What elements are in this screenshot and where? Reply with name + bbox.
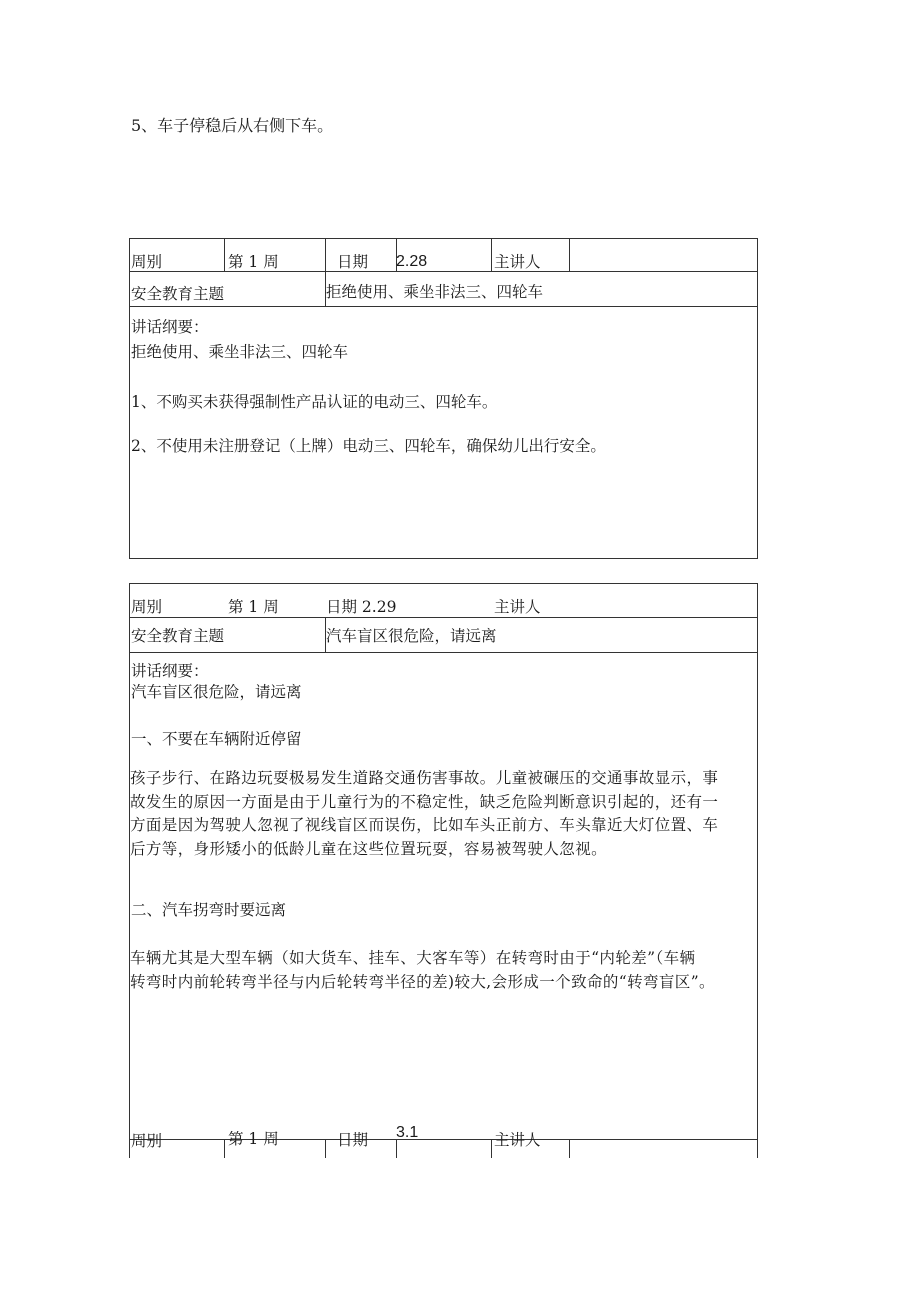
theme-label: 安全教育主题 bbox=[131, 627, 225, 645]
section-2-heading: 二、汽车拐弯时要远离 bbox=[131, 901, 287, 919]
theme-value: 拒绝使用、乘坐非法三、四轮车 bbox=[326, 283, 544, 301]
speaker-label: 主讲人 bbox=[494, 253, 541, 271]
outline-title: 拒绝使用、乘坐非法三、四轮车 bbox=[131, 343, 349, 361]
outline-title: 汽车盲区很危险，请远离 bbox=[131, 683, 302, 701]
intro-line: 5、车子停稳后从右侧下车。 bbox=[131, 116, 334, 135]
date-value: 2.28 bbox=[396, 253, 428, 270]
date-value: 3.1 bbox=[396, 1124, 419, 1141]
point-1: 1、不购买未获得强制性产品认证的电动三、四轮车。 bbox=[131, 393, 498, 411]
section-2-paragraph bbox=[130, 947, 758, 994]
speaker-label: 主讲人 bbox=[494, 598, 541, 616]
paragraph-line: 转弯时内前轮转弯半径与内后轮转弯半径的差)较大,会形成一个致命的“转弯盲区”。 bbox=[130, 972, 715, 991]
theme-value: 汽车盲区很危险，请远离 bbox=[326, 627, 497, 645]
week-label: 周别 bbox=[131, 253, 163, 271]
date-label: 日期 bbox=[337, 253, 369, 271]
paragraph-line: 后方等，身形矮小的低龄儿童在这些位置玩耍，容易被驾驶人忽视。 bbox=[130, 839, 608, 858]
week-value: 第 1 周 bbox=[228, 598, 279, 616]
point-2: 2、不使用未注册登记（上牌）电动三、四轮车，确保幼儿出行安全。 bbox=[131, 437, 606, 455]
week-value: 第 1 周 bbox=[228, 253, 279, 271]
speaker-label: 主讲人 bbox=[494, 1131, 541, 1149]
lesson-table-3 bbox=[129, 1124, 758, 1159]
date-label: 日期 bbox=[337, 1131, 369, 1149]
paragraph-line: 故发生的原因一方面是由于儿童行为的不稳定性，缺乏危险判断意识引起的，还有一 bbox=[130, 792, 719, 811]
lesson-table-2 bbox=[129, 583, 758, 1158]
week-value: 第 1 周 bbox=[228, 1130, 279, 1148]
outline-label: 讲话纲要： bbox=[131, 662, 209, 680]
week-label: 周别 bbox=[131, 1132, 163, 1150]
theme-label: 安全教育主题 bbox=[131, 285, 225, 303]
outline-label: 讲话纲要： bbox=[131, 318, 209, 336]
paragraph-line: 孩子步行、在路边玩耍极易发生道路交通伤害事故。儿童被碾压的交通事故显示，事 bbox=[130, 769, 719, 787]
date-label: 日期 2.29 bbox=[326, 598, 397, 616]
section-1-heading: 一、不要在车辆附近停留 bbox=[131, 730, 302, 748]
section-1-paragraph bbox=[130, 767, 758, 861]
paragraph-line: 车辆尤其是大型车辆（如大货车、挂车、大客车等）在转弯时由于“内轮差”（车辆 bbox=[130, 949, 696, 967]
paragraph-line: 方面是因为驾驶人忽视了视线盲区而误伤，比如车头正前方、车头靠近大灯位置、车 bbox=[130, 816, 719, 835]
week-label: 周别 bbox=[131, 598, 163, 616]
lesson-table-1 bbox=[129, 238, 758, 559]
